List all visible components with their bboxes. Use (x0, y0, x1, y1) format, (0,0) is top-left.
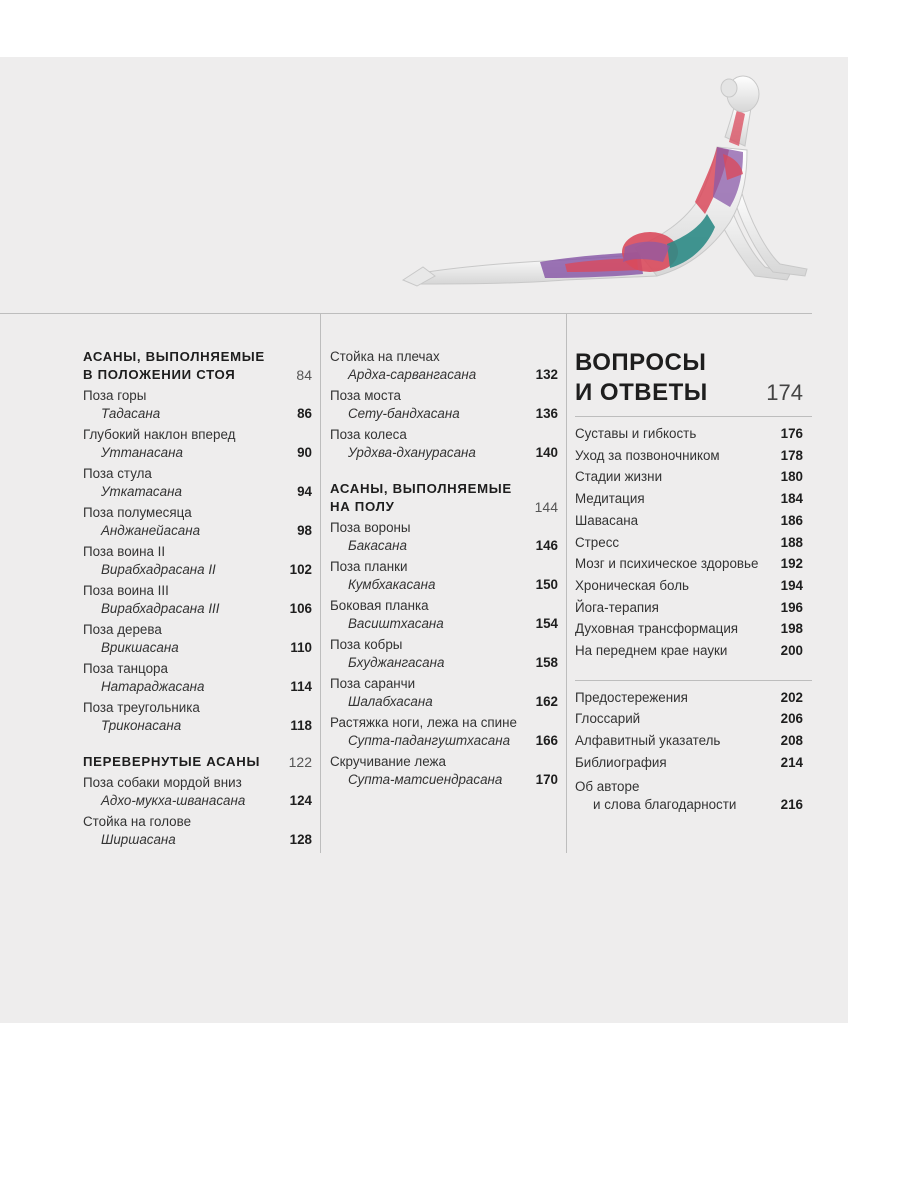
toc-entry[interactable] (575, 553, 803, 575)
entry-title: Мозг и психическое здоровье (575, 556, 759, 572)
section-title: АСАНЫ, ВЫПОЛНЯЕМЫЕ В ПОЛОЖЕНИИ СТОЯ (83, 349, 265, 382)
entry-sanskrit-name: Бхуджангасана (348, 655, 445, 670)
entry-subline (83, 831, 312, 849)
entry-page-number: 186 (780, 512, 803, 528)
toc-entry[interactable] (575, 778, 803, 814)
toc-entry[interactable] (83, 774, 312, 810)
entry-sanskrit-name: Врикшасана (101, 640, 179, 655)
entry-sanskrit-name: Уттанасана (101, 445, 183, 460)
entry-page-number: 110 (290, 640, 312, 655)
entry-page-number: 198 (780, 621, 803, 637)
toc-entry[interactable] (330, 558, 558, 594)
toc-entry[interactable] (83, 621, 312, 657)
entry-title: Поза воина II (83, 544, 166, 559)
entry-title: Скручивание лежа (330, 754, 446, 769)
toc-section-floor (330, 480, 558, 516)
header-divider (0, 313, 812, 314)
entry-subline (330, 366, 558, 384)
toc-entry[interactable] (83, 660, 312, 696)
toc-entry[interactable] (83, 387, 312, 423)
entry-page-number: 176 (780, 426, 803, 441)
column-divider-1 (320, 313, 321, 853)
entry-page-number: 208 (780, 733, 803, 749)
entry-page-number: 118 (290, 718, 312, 733)
qa-divider (575, 416, 812, 417)
entry-page-number: 154 (535, 616, 558, 631)
entry-title: Поза вороны (330, 520, 411, 535)
qa-page-number: 174 (766, 380, 803, 405)
column-divider-2 (566, 313, 567, 853)
entry-subline (83, 639, 312, 657)
entry-page-number: 180 (780, 469, 803, 485)
entry-title: Об авторе (575, 778, 640, 794)
entry-page-number: 200 (780, 643, 803, 659)
entry-sanskrit-name: Супта-матсиендрасана (348, 772, 503, 787)
entry-page-number: 150 (535, 577, 558, 592)
entry-title: Поза полумесяца (83, 505, 192, 520)
entry-title: Медитация (575, 491, 645, 507)
entry-subline (330, 405, 558, 423)
toc-entry[interactable] (83, 504, 312, 540)
entry-title: Стресс (575, 534, 620, 550)
entry-subline (83, 405, 312, 423)
entry-sanskrit-name: Бакасана (348, 538, 407, 553)
entry-title: Поза воина III (83, 583, 169, 598)
entry-page-number: 158 (535, 655, 558, 670)
entry-page-number: 202 (780, 689, 803, 705)
entry-title: Поза кобры (330, 637, 403, 652)
toc-entry[interactable] (575, 532, 803, 554)
entry-title: Поза горы (83, 388, 147, 403)
entry-page-number: 206 (780, 711, 803, 727)
toc-entry[interactable] (330, 519, 558, 555)
entry-sanskrit-name: Ардха-сарвангасана (348, 367, 477, 382)
entry-page-number: 128 (289, 832, 312, 847)
back-matter-entries (575, 687, 803, 774)
entry-subline (330, 654, 558, 672)
toc-entry[interactable] (575, 687, 803, 709)
entry-page-number: 184 (780, 491, 803, 507)
toc-entry[interactable] (575, 510, 803, 532)
toc-entry[interactable] (575, 597, 803, 619)
entry-subline (330, 444, 558, 462)
entry-title: Хроническая боль (575, 577, 690, 593)
toc-entry[interactable] (575, 618, 803, 640)
toc-entry[interactable] (575, 730, 803, 752)
entry-page-number: 146 (535, 538, 558, 553)
entry-title: Стадии жизни (575, 469, 663, 485)
entry-subline (83, 483, 312, 501)
entry-page-number: 102 (289, 562, 312, 577)
entry-subline (83, 444, 312, 462)
entry-page-number: 178 (780, 447, 803, 463)
entry-subline (330, 615, 558, 633)
entry-title: Глоссарий (575, 711, 641, 727)
entry-page-number: 192 (780, 556, 803, 572)
entry-title: Поза саранчи (330, 676, 416, 691)
entry-page-number: 94 (297, 484, 312, 499)
entry-sanskrit-name: Тадасана (101, 406, 161, 421)
toc-column-2 (330, 348, 558, 789)
entry-title: Боковая планка (330, 598, 429, 613)
toc-entry[interactable] (575, 488, 803, 510)
entry-title: Духовная трансформация (575, 621, 739, 637)
entry-subline (330, 537, 558, 555)
toc-entry[interactable] (330, 426, 558, 462)
entry-title: Глубокий наклон вперед (83, 427, 236, 442)
entry-subline (330, 693, 558, 711)
entry-sanskrit-name: Шалабхасана (348, 694, 433, 709)
entry-title: Предостережения (575, 689, 688, 705)
toc-entry[interactable] (83, 582, 312, 618)
entry-sanskrit-name: Вирабхадрасана II (101, 562, 216, 577)
entry-title: Поза планки (330, 559, 408, 574)
section-title: ПЕРЕВЕРНУТЫЕ АСАНЫ (83, 754, 261, 769)
entry-sanskrit-name: Васиштхасана (348, 616, 444, 631)
entry-subline (83, 561, 312, 579)
entry-title: Уход за позвоночником (575, 447, 720, 463)
entry-title-continued: и слова благодарности (593, 796, 737, 812)
entry-title: На переднем крае науки (575, 643, 728, 659)
toc-entry[interactable] (83, 543, 312, 579)
entry-page-number: 136 (535, 406, 558, 421)
toc-entry[interactable] (83, 699, 312, 735)
entry-subline (83, 600, 312, 618)
entry-sanskrit-name: Адхо-мукха-шванасана (101, 793, 246, 808)
entry-page-number: 90 (297, 445, 312, 460)
entry-sanskrit-name: Урдхва-дханурасана (348, 445, 476, 460)
entry-title: Суставы и гибкость (575, 426, 697, 441)
entry-subline (330, 771, 558, 789)
toc-entry[interactable] (575, 575, 803, 597)
entry-title: Стойка на голове (83, 814, 192, 829)
toc-entry[interactable] (83, 813, 312, 849)
entry-subline (83, 792, 312, 810)
entry-page-number: 132 (535, 367, 558, 382)
qa-title: ВОПРОСЫ И ОТВЕТЫ (575, 349, 708, 406)
entry-sanskrit-name: Супта-падангуштхасана (348, 733, 511, 748)
toc-entry[interactable] (330, 753, 558, 789)
toc-entry[interactable] (330, 597, 558, 633)
toc-entry[interactable] (330, 387, 558, 423)
toc-entry[interactable] (575, 640, 803, 662)
entry-page-number: 114 (290, 679, 312, 694)
toc-entry[interactable] (575, 752, 803, 774)
entry-page-number: 98 (297, 523, 312, 538)
entry-page-number: 86 (297, 406, 312, 421)
toc-entry[interactable] (83, 426, 312, 462)
entry-page-number: 162 (535, 694, 558, 709)
toc-section-inverted (83, 753, 312, 771)
entry-page-number: 188 (780, 534, 803, 550)
toc-entry[interactable] (330, 675, 558, 711)
entry-page-number: 214 (780, 754, 803, 770)
toc-entry[interactable] (575, 708, 803, 730)
qa-entries (575, 423, 803, 662)
entry-title: Поза собаки мордой вниз (83, 775, 242, 790)
entry-sanskrit-name: Натараджасана (101, 679, 205, 694)
toc-section-standing (83, 348, 312, 384)
toc-entry[interactable] (330, 714, 558, 750)
entry-title: Поза моста (330, 388, 402, 403)
entry-title: Поза стула (83, 466, 152, 481)
toc-entries-floor (330, 519, 558, 789)
entry-sanskrit-name: Ширшасана (101, 832, 176, 847)
entry-subline (330, 576, 558, 594)
entry-title: Библиография (575, 754, 667, 770)
toc-entry[interactable] (575, 445, 803, 467)
section-page-number: 84 (296, 367, 312, 383)
toc-entries-standing (83, 387, 312, 735)
section-page-number: 122 (288, 754, 312, 770)
toc-entries-inverted (83, 774, 312, 849)
toc-entry[interactable] (330, 348, 558, 384)
entry-subline (83, 678, 312, 696)
entry-subline (83, 717, 312, 735)
entry-sanskrit-name: Кумбхакасана (348, 577, 436, 592)
toc-entry[interactable] (330, 636, 558, 672)
toc-entry[interactable] (575, 423, 803, 445)
toc-entries-continued (330, 348, 558, 462)
entry-title: Йога-терапия (575, 599, 659, 615)
entry-sanskrit-name: Анджанейасана (101, 523, 201, 538)
back-matter-divider (575, 680, 812, 681)
entry-page-number: 216 (780, 796, 803, 812)
toc-entry[interactable] (575, 466, 803, 488)
qa-section-header (575, 348, 803, 408)
toc-entry[interactable] (83, 465, 312, 501)
entry-page-number: 140 (535, 445, 558, 460)
entry-page-number: 124 (289, 793, 312, 808)
toc-column-1 (83, 348, 312, 849)
entry-title: Поза дерева (83, 622, 162, 637)
entry-sanskrit-name: Уткатасана (101, 484, 182, 499)
entry-page-number: 170 (535, 772, 558, 787)
cobra-pose-illustration (395, 62, 825, 302)
entry-title: Поза колеса (330, 427, 407, 442)
entry-page-number: 166 (535, 733, 558, 748)
entry-subline (330, 732, 558, 750)
entry-sanskrit-name: Триконасана (101, 718, 182, 733)
toc-column-3 (575, 348, 803, 814)
entry-page-number: 196 (780, 599, 803, 615)
entry-title: Стойка на плечах (330, 349, 440, 364)
section-title: АСАНЫ, ВЫПОЛНЯЕМЫЕ НА ПОЛУ (330, 481, 512, 514)
entry-title: Поза танцора (83, 661, 168, 676)
entry-subline (83, 522, 312, 540)
entry-title: Растяжка ноги, лежа на спине (330, 715, 518, 730)
section-page-number: 144 (534, 499, 558, 515)
entry-sanskrit-name: Вирабхадрасана III (101, 601, 220, 616)
entry-title: Алфавитный указатель (575, 733, 721, 749)
entry-page-number: 194 (780, 577, 803, 593)
entry-page-number: 106 (289, 601, 312, 616)
entry-title: Поза треугольника (83, 700, 200, 715)
entry-title: Шавасана (575, 512, 639, 528)
entry-sanskrit-name: Сету-бандхасана (348, 406, 460, 421)
